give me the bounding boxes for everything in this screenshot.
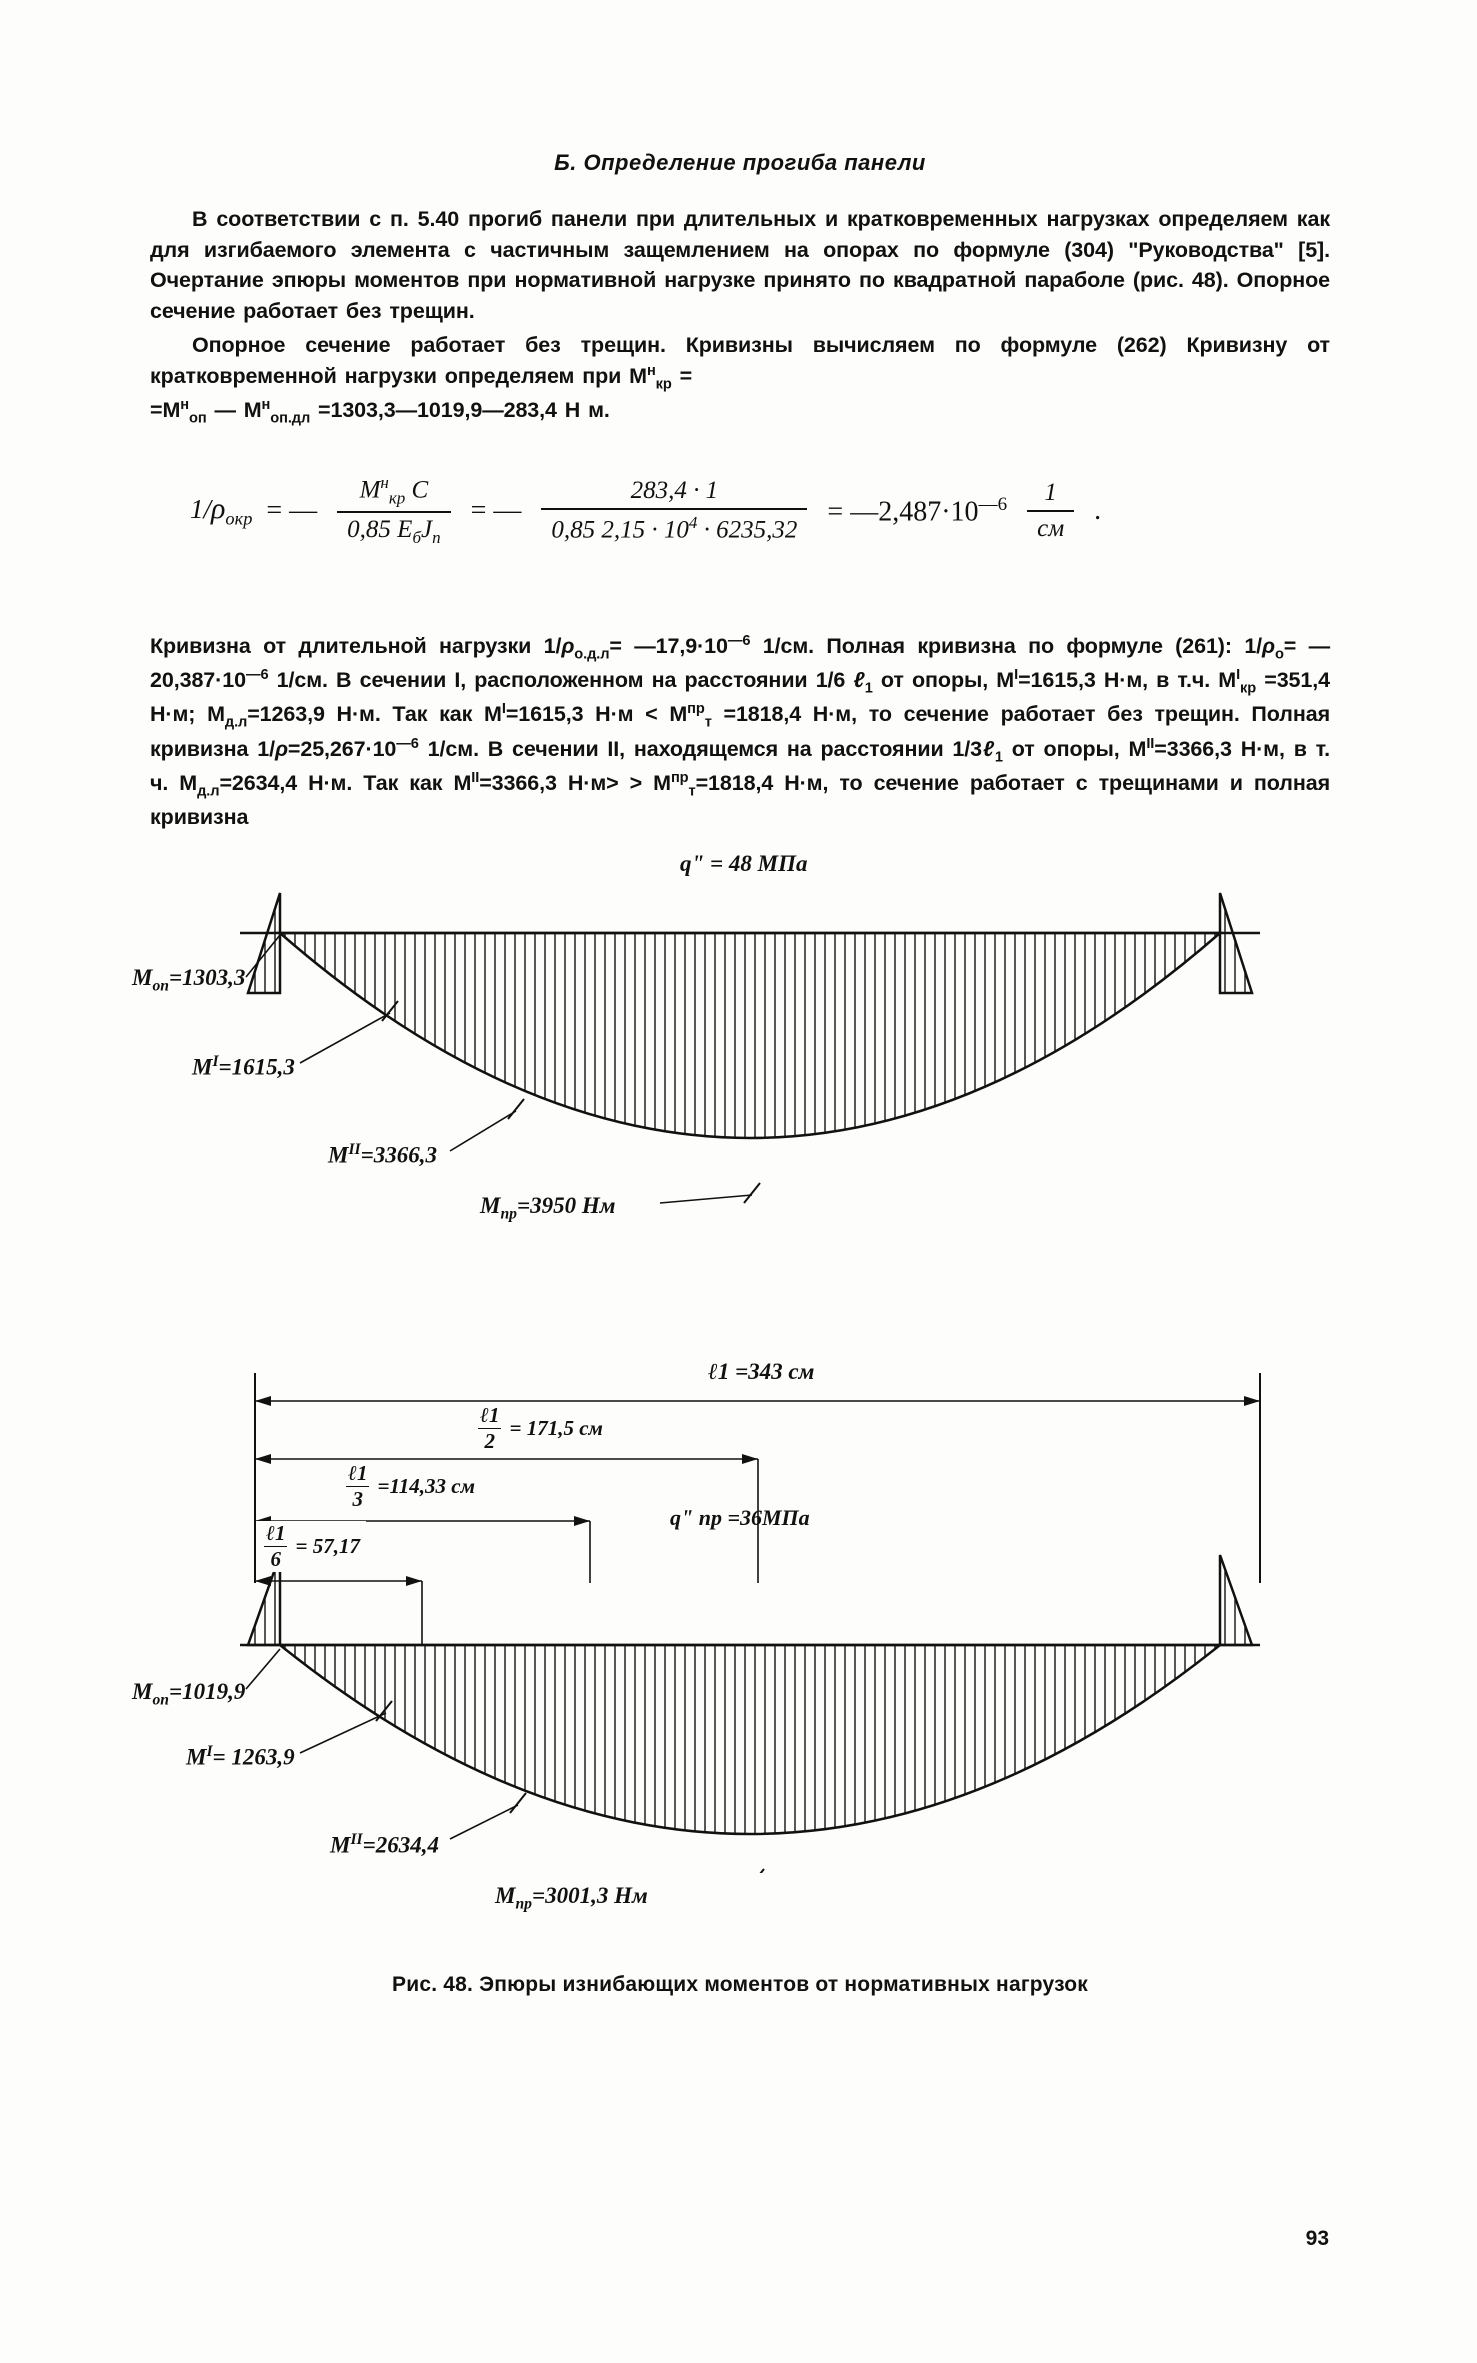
formula-lhs xyxy=(190,492,252,529)
p3-text-9: =351,4 Н·м; xyxy=(150,668,1330,727)
p3-m7: > М xyxy=(629,771,671,796)
p3-m1: М xyxy=(996,668,1015,693)
p3-m3-sub: д.л xyxy=(224,714,248,731)
bottom-label-m-I xyxy=(186,1743,295,1771)
paragraph-2-values: =1303,3—1019,9—283,4 Н м. xyxy=(318,397,610,422)
formula-lhs-sub: окр xyxy=(225,508,253,529)
paragraph-1-text: В соответствии с п. 5.40 прогиб панели при длительных и кратковременных нагрузках определяем как для изгибаемого элемента с частичным защемлением на опорах по формуле (304) "Руководства" [5]. Очертание эпюры моментов при нормативной нагрузке принято по квадратной параболе (рис. 48). Опорное сечение работает без трещин. xyxy=(150,207,1330,323)
formula-fraction-2-num: 283,4 · 1 xyxy=(630,477,719,505)
bottom-label-m-I-sup: I xyxy=(206,1742,213,1760)
top-label-m-I-sup: I xyxy=(212,1052,219,1070)
bottom-dim-third-num: ℓ1 xyxy=(348,1460,368,1485)
top-label-m-pr-val: =3950 Нм xyxy=(516,1192,616,1218)
p3-m5-sup: II xyxy=(1146,735,1155,752)
formula-fraction-1-den xyxy=(337,511,450,548)
figure-48 xyxy=(132,850,1330,1913)
p3-rho-3: ρ xyxy=(274,736,288,761)
bottom-label-m-pr-sub: пр xyxy=(515,1895,532,1913)
top-label-m-op-sym: М xyxy=(132,964,153,990)
p3-m6-sub: д.л xyxy=(197,783,220,800)
formula-den2: 0,85 2,15 · 10 xyxy=(551,516,689,544)
formula-num1-m-sup: н xyxy=(380,473,389,493)
p3-text-2: = —17,9·10 xyxy=(609,634,728,659)
curvature-formula xyxy=(190,473,1101,548)
page-content xyxy=(132,150,1331,1997)
formula-eq-3: = —2,487·10 xyxy=(827,495,979,527)
p3-m6: М xyxy=(179,771,198,796)
dim-arrow-left-half xyxy=(255,1454,271,1464)
m-op-sup: н xyxy=(180,396,189,413)
moment-diagram-bottom xyxy=(240,1373,1260,1873)
formula-den1-j-sub: п xyxy=(432,528,441,548)
bottom-dim-third xyxy=(338,1461,481,1512)
p3-sup-2: —6 xyxy=(245,667,269,684)
top-left-support-moment xyxy=(248,893,280,993)
p3-sup-3: пр xyxy=(687,701,705,718)
bottom-label-m-pr-val: =3001,3 Нм xyxy=(531,1882,648,1908)
formula-fraction-2 xyxy=(541,477,807,544)
top-section-pr-tick xyxy=(744,1183,760,1203)
top-label-m-II-val: =3366,3 xyxy=(360,1142,437,1168)
dim-arrow-left-full xyxy=(255,1396,271,1406)
formula-unit-num: 1 xyxy=(1044,478,1057,506)
p3-text-6: 1/см. В сечении I, расположенном на расстоянии 1/6 xyxy=(276,668,846,693)
bottom-label-m-op-sym: М xyxy=(132,1678,153,1704)
top-label-m-I xyxy=(192,1053,295,1081)
top-leader-2 xyxy=(300,1013,390,1063)
bottom-label-m-op-val: =1019,9 xyxy=(168,1678,246,1704)
top-label-m-op xyxy=(132,965,245,996)
bottom-label-m-II-sup: II xyxy=(350,1830,363,1848)
p3-m7-sub: т xyxy=(688,783,696,800)
bottom-label-m-pr-sym: М xyxy=(495,1882,516,1908)
page-number: 93 xyxy=(1305,2227,1329,2250)
top-label-m-op-sub: оп xyxy=(152,977,169,995)
dim-arrow-right-sixth xyxy=(406,1576,422,1586)
bottom-leader-2 xyxy=(300,1713,386,1753)
bottom-dim-sixth-den: 6 xyxy=(264,1546,287,1572)
formula-result xyxy=(827,494,1007,528)
bottom-dim-half-val: = 171,5 см xyxy=(509,1415,603,1440)
top-leader-4 xyxy=(660,1195,752,1203)
m-kr-sup: н xyxy=(646,362,656,379)
bottom-right-support-moment xyxy=(1220,1555,1252,1645)
p3-text-13: то сечение работает без трещин. Полная кривизна xyxy=(150,702,1331,761)
top-label-m-I-val: =1615,3 xyxy=(218,1054,295,1080)
formula-num1-c: С xyxy=(411,476,429,504)
p3-text-18: =3366,3 Н·м, в т. ч. xyxy=(150,736,1331,796)
p3-rho-2-sub: о xyxy=(1274,646,1284,663)
bottom-span-label: ℓ1 =343 см xyxy=(702,1359,820,1385)
p3-span-symbol-1: ℓ xyxy=(853,668,865,693)
top-label-m-pr-sub: пр xyxy=(500,1205,517,1223)
p3-text-8: =1615,3 Н·м, в т.ч. xyxy=(1018,668,1211,693)
top-parabola-area xyxy=(280,933,1220,1138)
m-opdl-symbol: — М xyxy=(214,397,262,422)
formula-den1: 0,85 Е xyxy=(347,516,413,544)
bottom-dim-half xyxy=(470,1403,609,1454)
p3-m1-sup: I xyxy=(1014,667,1019,684)
top-label-m-II-sym: М xyxy=(328,1142,349,1168)
bottom-parabola-area xyxy=(280,1645,1220,1834)
p3-m2: М xyxy=(1218,668,1237,693)
p3-text-11: =1615,3 Н·м < М xyxy=(505,702,688,727)
p3-sup-5: II xyxy=(471,769,480,786)
bottom-label-m-II-val: =2634,4 xyxy=(362,1832,439,1858)
m-op-sub: оп xyxy=(189,410,207,427)
dim-arrow-right-full xyxy=(1244,1396,1260,1406)
dim-arrow-right-half xyxy=(742,1454,758,1464)
p3-text-7: от опоры, xyxy=(880,668,989,693)
m-opdl-sup: н xyxy=(261,396,271,413)
formula-eq-2: = — xyxy=(470,494,522,526)
p3-sub-3: т xyxy=(704,714,712,731)
bottom-label-m-I-val: = 1263,9 xyxy=(212,1744,295,1770)
p3-rho-1: ρ xyxy=(561,634,575,659)
p3-text-1: Кривизна от длительной нагрузки 1/ xyxy=(150,634,562,659)
bottom-label-m-II-sym: М xyxy=(330,1832,351,1858)
formula-block xyxy=(150,463,1330,613)
top-label-m-pr xyxy=(480,1193,615,1224)
bottom-load-label: qʺ пр =36МПа xyxy=(670,1504,810,1530)
p3-m4: М xyxy=(484,702,502,727)
formula-eq-1: = — xyxy=(266,494,318,526)
bottom-label-m-pr xyxy=(495,1883,648,1914)
dim-arrow-right-third xyxy=(574,1516,590,1526)
formula-den2-sup: 4 xyxy=(688,513,698,533)
p3-sup-4: —6 xyxy=(396,735,419,752)
top-leader-3 xyxy=(450,1111,516,1151)
bottom-label-m-op xyxy=(132,1679,245,1710)
bottom-dim-sixth xyxy=(256,1521,366,1572)
p3-text-12: =1818,4 Н·м, xyxy=(723,702,857,727)
bottom-label-m-I-sym: М xyxy=(186,1744,207,1770)
p3-text-19: =2634,4 Н·м. Так как М xyxy=(219,771,472,796)
p3-text-17: от опоры, xyxy=(1011,736,1120,761)
p3-span-symbol-2: ℓ xyxy=(981,736,995,761)
p3-text-5: = —20,387·10 xyxy=(150,634,1331,693)
top-label-m-II xyxy=(328,1141,437,1169)
p3-rho-1-sub: о.д.л xyxy=(574,646,610,663)
bottom-leader-3 xyxy=(450,1805,518,1839)
top-label-m-I-sym: М xyxy=(192,1054,213,1080)
p3-m4-sup: I xyxy=(501,701,506,718)
formula-den2-rest: · 6235,32 xyxy=(697,516,798,544)
p3-m7-sup: пр xyxy=(670,769,689,786)
top-right-support-moment xyxy=(1220,893,1252,993)
p3-m5: М xyxy=(1128,736,1147,761)
p3-text-21: =1818,4 Н·м, то сечение работает с трещинами и полная кривизна xyxy=(150,771,1331,830)
p3-sup-1: —6 xyxy=(727,633,751,650)
p3-text-4: 1/ xyxy=(1244,634,1263,659)
p3-text-10: =1263,9 Н·м. Так как xyxy=(247,702,473,727)
top-section-II-tick xyxy=(508,1099,524,1119)
p3-m2-sup: I xyxy=(1236,667,1241,684)
p3-text-3: 1/см. Полная кривизна по формуле (261): xyxy=(762,634,1232,659)
bottom-dim-third-val: =114,33 см xyxy=(377,1473,475,1498)
formula-den1-sub: б xyxy=(412,528,422,548)
bottom-dim-half-num: ℓ1 xyxy=(480,1402,500,1427)
p3-span-symbol-1-sub: 1 xyxy=(864,680,873,697)
m-op-symbol: =М xyxy=(150,397,181,422)
m-opdl-sub: оп.дл xyxy=(270,410,311,427)
p3-text-20: =3366,3 Н·м> xyxy=(479,771,619,796)
m-kr-symbol: М xyxy=(629,363,647,388)
formula-den1-j: J xyxy=(421,516,433,544)
bottom-dim-sixth-val: = 57,17 xyxy=(295,1533,360,1558)
p3-text-14: 1/ xyxy=(257,736,275,761)
paragraph-1 xyxy=(150,204,1330,326)
formula-lhs-rho: ρ xyxy=(211,491,226,525)
m-kr-sub: кр xyxy=(655,376,672,393)
p3-text-16: 1/см. В сечении II, находящемся на расстоянии 1/3 xyxy=(427,736,982,761)
formula-fraction-2-den xyxy=(541,508,807,544)
figure-caption: Рис. 48. Эпюры изнибающих моментов от нормативных нагрузок xyxy=(392,1972,1088,1996)
p3-rho-2: ρ xyxy=(1262,634,1275,659)
bottom-dim-third-den: 3 xyxy=(346,1486,369,1512)
formula-eq-3-sup: —6 xyxy=(978,493,1008,515)
bottom-leader-1 xyxy=(246,1649,280,1689)
paragraph-3 xyxy=(150,631,1330,833)
bottom-dim-sixth-num: ℓ1 xyxy=(266,1520,286,1545)
formula-fraction-1-num xyxy=(350,473,439,511)
bottom-label-m-op-sub: оп xyxy=(152,1691,169,1709)
formula-unit-den: см xyxy=(1027,510,1074,543)
formula-num1-m: М xyxy=(359,476,381,504)
paragraph-2 xyxy=(150,330,1330,429)
p3-m2-sub: кр xyxy=(1240,680,1257,697)
formula-num1-m-sub: кр xyxy=(388,488,406,508)
bottom-section-pr-tick xyxy=(748,1869,764,1873)
formula-unit-fraction xyxy=(1027,479,1074,543)
formula-period: . xyxy=(1094,494,1102,526)
top-label-m-II-sup: II xyxy=(348,1140,361,1158)
p3-m3: М xyxy=(207,702,225,727)
equals-sign-1: = xyxy=(679,363,693,388)
p3-text-15: =25,267·10 xyxy=(287,736,397,761)
top-load-label: qʺ = 48 МПа xyxy=(680,850,808,876)
paragraph-2-line1: Опорное сечение работает без трещин. Кривизны вычисляем по формуле (262) Кривизну от кратковременной нагрузки определяем при xyxy=(150,333,1330,388)
bottom-dim-half-den: 2 xyxy=(478,1428,501,1454)
p3-span-symbol-2-sub: 1 xyxy=(994,749,1003,766)
bottom-label-m-II xyxy=(330,1831,439,1859)
formula-fraction-1 xyxy=(337,473,450,548)
section-title: Б. Определение прогиба панели xyxy=(554,150,926,175)
top-label-m-op-val: =1303,3 xyxy=(168,964,246,990)
formula-lhs-one-over: 1/ xyxy=(190,493,212,524)
top-label-m-pr-sym: М xyxy=(480,1192,501,1218)
bottom-section-II-tick xyxy=(510,1793,526,1813)
